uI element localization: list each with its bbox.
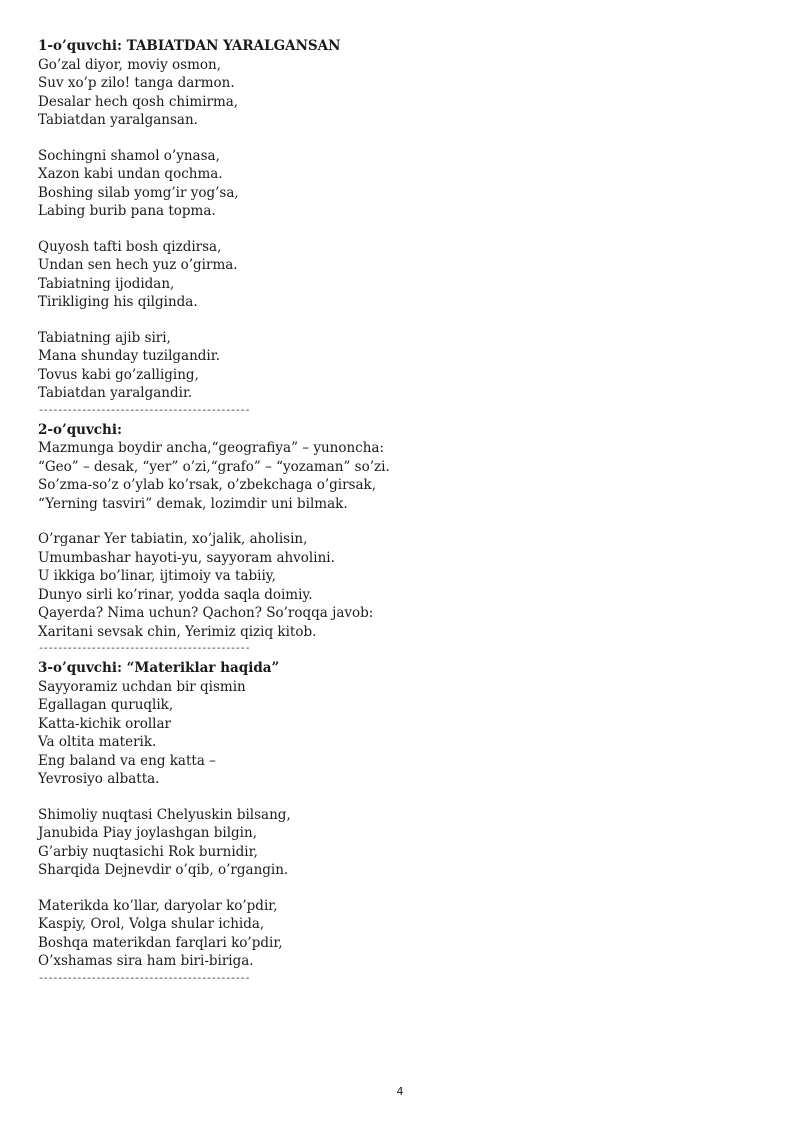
verse-line: Undan sen hech yuz o’girma. bbox=[38, 257, 238, 273]
section-divider: -------------------------------------------- bbox=[38, 405, 250, 417]
verse-line: Dunyo sirli ko’rinar, yodda saqla doimiy. bbox=[38, 586, 313, 603]
section-title: 3-o’quvchi: “Materiklar haqida” bbox=[38, 660, 280, 676]
verse-line: O’rganar Yer tabiatin, xo’jalik, aholisin, bbox=[38, 531, 308, 547]
verse-line: Desalar hech qosh chimirma, bbox=[38, 93, 239, 110]
verse-line: Mazmunga boydir ancha,“geografiya” – yunoncha: bbox=[38, 440, 385, 456]
stanza bbox=[38, 439, 758, 513]
stanza bbox=[38, 897, 758, 971]
verse-line: Suv xo’p zilo! tanga darmon. bbox=[38, 75, 235, 91]
verse-line: Qayerda? Nima uchun? Qachon? So’roqqa javob: bbox=[38, 605, 374, 621]
verse-line: “Geo” – desak, “yer” o’zi,“grafo” – “yozaman” so’zi. bbox=[38, 458, 390, 475]
stanza bbox=[38, 147, 758, 221]
verse-line: Va oltita materik. bbox=[38, 734, 157, 750]
verse-line: Xazon kabi undan qochma. bbox=[38, 166, 223, 182]
verse-line: Tabiatning ajib siri, bbox=[38, 329, 171, 346]
verse-line: G’arbiy nuqtasichi Rok burnidir, bbox=[38, 843, 258, 860]
verse-line: Tirikliging his qilginda. bbox=[38, 294, 198, 310]
verse-line: Sayyoramiz uchdan bir qismin bbox=[38, 678, 246, 695]
verse-line: Xaritani sevsak chin, Yerimiz qiziq kitob. bbox=[38, 623, 317, 640]
verse-line: “Yerning tasviri” demak, lozimdir uni bilmak. bbox=[38, 495, 348, 512]
verse-line: Mana shunday tuzilgandir. bbox=[38, 348, 220, 364]
section-1 bbox=[38, 37, 758, 418]
section-2 bbox=[38, 421, 758, 657]
verse-line: Tabiatdan yaralgansan. bbox=[38, 112, 198, 128]
verse-line: So’zma-so’z o’ylab ko’rsak, o’zbekchaga o’girsak, bbox=[38, 477, 376, 493]
verse-line: Boshqa materikdan farqlari ko’pdir, bbox=[38, 934, 283, 951]
verse-line: Egallagan quruqlik, bbox=[38, 697, 174, 713]
verse-line: Eng baland va eng katta – bbox=[38, 752, 216, 769]
verse-line: Materikda ko’llar, daryolar ko’pdir, bbox=[38, 897, 278, 914]
verse-line: Yevrosiyo albatta. bbox=[38, 771, 160, 787]
verse-line: Umumbashar hayoti-yu, sayyoram ahvolini. bbox=[38, 549, 335, 566]
verse-line: Shimoliy nuqtasi Chelyuskin bilsang, bbox=[38, 806, 291, 823]
verse-line: Tabiatdan yaralgandir. bbox=[38, 385, 193, 401]
stanza bbox=[38, 806, 758, 880]
section-divider: -------------------------------------------- bbox=[38, 973, 250, 985]
verse-line: Quyosh tafti bosh qizdirsa, bbox=[38, 238, 222, 255]
verse-line: O’xshamas sira ham biri-biriga. bbox=[38, 953, 254, 969]
section-3 bbox=[38, 659, 758, 986]
verse-line: Tovus kabi go’zalliging, bbox=[38, 366, 199, 383]
stanza bbox=[38, 56, 758, 130]
stanza bbox=[38, 530, 758, 641]
stanza bbox=[38, 329, 758, 403]
verse-line: Tabiatning ijodidan, bbox=[38, 275, 175, 292]
verse-line: Boshing silab yomg’ir yog’sa, bbox=[38, 184, 239, 201]
verse-line: Go’zal diyor, moviy osmon, bbox=[38, 56, 222, 73]
verse-line: Sochingni shamol o’ynasa, bbox=[38, 147, 220, 164]
verse-line: Katta-kichik orollar bbox=[38, 715, 171, 732]
verse-line: U ikkiga bo’linar, ijtimoiy va tabiiy, bbox=[38, 568, 276, 584]
verse-line: Janubida Piay joylashgan bilgin, bbox=[38, 825, 257, 841]
section-title: 2-o’quvchi: bbox=[38, 421, 122, 438]
verse-line: Labing burib pana topma. bbox=[38, 203, 216, 219]
document-page bbox=[38, 37, 758, 989]
stanza bbox=[38, 678, 758, 789]
verse-line: Kaspiy, Orol, Volga shular ichida, bbox=[38, 916, 265, 932]
section-divider: -------------------------------------------- bbox=[38, 644, 250, 655]
section-title: 1-o’quvchi: TABIATDAN YARALGANSAN bbox=[38, 38, 341, 54]
page-number: 4 bbox=[396, 1085, 404, 1098]
verse-line: Sharqida Dejnevdir o’qib, o’rgangin. bbox=[38, 862, 289, 878]
stanza bbox=[38, 238, 758, 312]
